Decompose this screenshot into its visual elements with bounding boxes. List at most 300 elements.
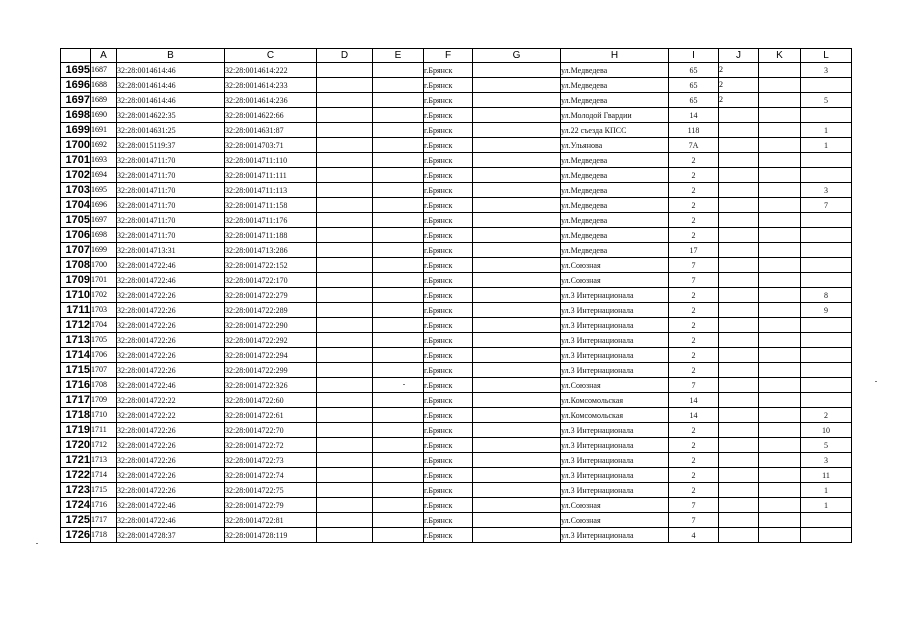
row-number: 1704 [61,198,91,213]
cell-j [719,498,759,513]
cell-j [719,453,759,468]
cell-d [317,378,373,393]
column-header-f: F [424,49,473,63]
cell-a: 1712 [91,438,117,453]
column-header-j: J [719,49,759,63]
cell-d [317,408,373,423]
cell-f: г.Брянск [424,198,473,213]
cell-b: 32:28:0014722:26 [117,333,225,348]
cell-a: 1718 [91,528,117,543]
table-row [61,303,852,318]
cell-l: 1 [801,138,852,153]
cell-b: 32:28:0014713:31 [117,243,225,258]
row-number: 1724 [61,498,91,513]
cell-l [801,528,852,543]
cell-a: 1716 [91,498,117,513]
cell-f: г.Брянск [424,408,473,423]
cell-k [759,393,801,408]
cell-f: г.Брянск [424,243,473,258]
scan-speck [875,381,877,382]
cell-a: 1704 [91,318,117,333]
cell-k [759,228,801,243]
cell-h: ул.Союзная [561,258,669,273]
cell-b: 32:28:0014711:70 [117,198,225,213]
row-number: 1715 [61,363,91,378]
row-number: 1711 [61,303,91,318]
cell-a: 1713 [91,453,117,468]
cell-i: 65 [669,78,719,93]
cell-e [373,333,424,348]
cell-c: 32:28:0014722:74 [225,468,317,483]
cell-b: 32:28:0014722:26 [117,318,225,333]
cell-a: 1710 [91,408,117,423]
cell-l: 5 [801,93,852,108]
cell-l [801,228,852,243]
cell-a: 1699 [91,243,117,258]
cell-d [317,423,373,438]
cell-h: ул.Медведева [561,243,669,258]
cell-a: 1692 [91,138,117,153]
cell-h: ул.3 Интернационала [561,303,669,318]
cell-g [473,63,561,78]
cell-e [373,108,424,123]
cell-h: ул.3 Интернационала [561,363,669,378]
cell-c: 32:28:0014722:75 [225,483,317,498]
cell-j [719,183,759,198]
cell-d [317,513,373,528]
corner-cell [61,49,91,63]
table-row [61,393,852,408]
cell-k [759,468,801,483]
cell-b: 32:28:0014614:46 [117,93,225,108]
cell-g [473,258,561,273]
cell-g [473,408,561,423]
cell-e [373,63,424,78]
cell-i: 14 [669,408,719,423]
cell-h: ул.3 Интернационала [561,333,669,348]
cell-b: 32:28:0014722:26 [117,363,225,378]
cell-l: 1 [801,483,852,498]
cell-d [317,498,373,513]
cell-c: 32:28:0014711:188 [225,228,317,243]
table-row [61,63,852,78]
table-row [61,108,852,123]
cell-e [373,408,424,423]
cell-h: ул.3 Интернационала [561,423,669,438]
cell-c: 32:28:0014722:292 [225,333,317,348]
cell-c: 32:28:0014722:289 [225,303,317,318]
cell-k [759,498,801,513]
cell-e [373,303,424,318]
cell-a: 1688 [91,78,117,93]
cell-f: г.Брянск [424,168,473,183]
cell-j [719,273,759,288]
cell-e [373,453,424,468]
cell-i: 2 [669,363,719,378]
cell-f: г.Брянск [424,483,473,498]
cell-l [801,393,852,408]
cell-l: 3 [801,183,852,198]
cell-j [719,288,759,303]
cell-f: г.Брянск [424,63,473,78]
cell-h: ул.Медведева [561,198,669,213]
row-number: 1716 [61,378,91,393]
cell-g [473,468,561,483]
cell-h: ул.3 Интернационала [561,318,669,333]
row-number: 1700 [61,138,91,153]
cell-j [719,363,759,378]
cell-i: 7А [669,138,719,153]
cell-i: 2 [669,468,719,483]
cell-b: 32:28:0014614:46 [117,78,225,93]
cell-f: г.Брянск [424,378,473,393]
cell-b: 32:28:0014711:70 [117,228,225,243]
cell-l: 10 [801,423,852,438]
table-row [61,513,852,528]
cell-c: 32:28:0014722:326 [225,378,317,393]
cell-g [473,348,561,363]
cell-a: 1696 [91,198,117,213]
cell-j [719,213,759,228]
cell-e [373,273,424,288]
cell-c: 32:28:0014722:79 [225,498,317,513]
cell-g [473,168,561,183]
table-row [61,378,852,393]
cell-k [759,93,801,108]
cell-j [719,423,759,438]
cell-i: 14 [669,393,719,408]
cell-i: 4 [669,528,719,543]
cell-a: 1717 [91,513,117,528]
cell-d [317,168,373,183]
table-row [61,258,852,273]
cell-i: 7 [669,273,719,288]
cell-k [759,168,801,183]
cell-h: ул.Молодой Гвардии [561,108,669,123]
cell-k [759,348,801,363]
cell-g [473,153,561,168]
cell-b: 32:28:0014631:25 [117,123,225,138]
cell-d [317,333,373,348]
cell-j: 2 [719,63,759,78]
cell-j [719,318,759,333]
cell-i: 2 [669,213,719,228]
table-row [61,228,852,243]
cell-d [317,138,373,153]
cell-d [317,468,373,483]
cell-b: 32:28:0014722:26 [117,453,225,468]
table-row [61,198,852,213]
cell-l [801,513,852,528]
cell-f: г.Брянск [424,228,473,243]
cell-c: 32:28:0014722:170 [225,273,317,288]
cell-h: ул.Союзная [561,273,669,288]
cell-d [317,453,373,468]
cell-j [719,438,759,453]
cell-g [473,498,561,513]
row-number: 1709 [61,273,91,288]
cell-l: 8 [801,288,852,303]
cell-g [473,378,561,393]
cell-e [373,93,424,108]
cell-f: г.Брянск [424,528,473,543]
cell-j [719,378,759,393]
cell-b: 32:28:0014722:26 [117,468,225,483]
cell-b: 32:28:0014722:26 [117,423,225,438]
cell-c: 32:28:0014631:87 [225,123,317,138]
cell-c: 32:28:0014722:81 [225,513,317,528]
cell-j [719,468,759,483]
cell-c: 32:28:0014614:233 [225,78,317,93]
table-row [61,213,852,228]
column-header-i: I [669,49,719,63]
cell-l [801,108,852,123]
cell-g [473,423,561,438]
cell-b: 32:28:0015119:37 [117,138,225,153]
cell-c: 32:28:0014722:299 [225,363,317,378]
column-header-e: E [373,49,424,63]
cell-f: г.Брянск [424,393,473,408]
cell-a: 1693 [91,153,117,168]
cell-e [373,378,424,393]
cell-e [373,243,424,258]
cell-g [473,93,561,108]
cell-l [801,378,852,393]
table-row [61,78,852,93]
cell-a: 1694 [91,168,117,183]
cell-f: г.Брянск [424,288,473,303]
cell-f: г.Брянск [424,348,473,363]
cell-e [373,288,424,303]
cell-a: 1695 [91,183,117,198]
cell-c: 32:28:0014722:290 [225,318,317,333]
row-number: 1723 [61,483,91,498]
cell-g [473,228,561,243]
cell-k [759,303,801,318]
cell-d [317,438,373,453]
cell-e [373,363,424,378]
cell-e [373,228,424,243]
cell-l: 7 [801,198,852,213]
cell-d [317,108,373,123]
table-row [61,273,852,288]
row-number: 1706 [61,228,91,243]
cell-i: 2 [669,423,719,438]
row-number: 1697 [61,93,91,108]
cell-c: 32:28:0014711:158 [225,198,317,213]
cell-d [317,93,373,108]
cell-f: г.Брянск [424,498,473,513]
cell-i: 2 [669,183,719,198]
cell-j [719,513,759,528]
cell-e [373,168,424,183]
table-row [61,183,852,198]
row-number: 1722 [61,468,91,483]
cell-f: г.Брянск [424,273,473,288]
cell-i: 2 [669,333,719,348]
cell-k [759,333,801,348]
cell-g [473,513,561,528]
row-number: 1725 [61,513,91,528]
table-row [61,318,852,333]
row-number: 1726 [61,528,91,543]
cell-k [759,63,801,78]
cell-f: г.Брянск [424,123,473,138]
cell-f: г.Брянск [424,318,473,333]
cell-h: ул.Комсомольская [561,393,669,408]
cell-d [317,228,373,243]
cell-f: г.Брянск [424,468,473,483]
cell-a: 1709 [91,393,117,408]
cell-b: 32:28:0014728:37 [117,528,225,543]
cell-i: 2 [669,318,719,333]
cell-l [801,348,852,363]
cell-e [373,498,424,513]
cell-d [317,483,373,498]
cell-g [473,303,561,318]
cell-i: 7 [669,378,719,393]
cell-i: 118 [669,123,719,138]
table-row [61,168,852,183]
cell-l: 1 [801,123,852,138]
cell-b: 32:28:0014722:46 [117,498,225,513]
cell-c: 32:28:0014722:279 [225,288,317,303]
column-header-a: A [91,49,117,63]
cell-h: ул.3 Интернационала [561,468,669,483]
cell-g [473,273,561,288]
cell-a: 1691 [91,123,117,138]
cell-g [473,243,561,258]
cell-l [801,273,852,288]
cell-d [317,243,373,258]
row-number: 1713 [61,333,91,348]
cell-l [801,243,852,258]
cell-e [373,123,424,138]
cell-k [759,438,801,453]
cell-e [373,483,424,498]
cell-d [317,123,373,138]
table-row [61,498,852,513]
cell-k [759,453,801,468]
cell-g [473,363,561,378]
cell-c: 32:28:0014722:70 [225,423,317,438]
cell-a: 1697 [91,213,117,228]
row-number: 1707 [61,243,91,258]
cell-h: ул.Медведева [561,183,669,198]
cell-d [317,528,373,543]
cell-a: 1707 [91,363,117,378]
cell-l [801,363,852,378]
cell-k [759,123,801,138]
cell-c: 32:28:0014722:152 [225,258,317,273]
cell-l: 1 [801,498,852,513]
cell-j [719,393,759,408]
cell-d [317,63,373,78]
row-number: 1698 [61,108,91,123]
cell-i: 2 [669,303,719,318]
cell-k [759,108,801,123]
cell-j [719,333,759,348]
row-number: 1712 [61,318,91,333]
cell-d [317,78,373,93]
cell-k [759,528,801,543]
row-number: 1699 [61,123,91,138]
cell-j [719,348,759,363]
cell-f: г.Брянск [424,108,473,123]
cell-l: 11 [801,468,852,483]
cell-f: г.Брянск [424,423,473,438]
cell-b: 32:28:0014711:70 [117,213,225,228]
table-row [61,288,852,303]
cell-c: 32:28:0014722:72 [225,438,317,453]
cell-h: ул.3 Интернационала [561,288,669,303]
cell-c: 32:28:0014722:294 [225,348,317,363]
cell-k [759,318,801,333]
cell-d [317,213,373,228]
cell-i: 65 [669,63,719,78]
cell-l: 5 [801,438,852,453]
cell-c: 32:28:0014622:66 [225,108,317,123]
column-header-b: B [117,49,225,63]
cell-f: г.Брянск [424,93,473,108]
cell-h: ул.Союзная [561,513,669,528]
cell-j [719,243,759,258]
cell-h: ул.Союзная [561,378,669,393]
table-row [61,528,852,543]
table-row [61,153,852,168]
cell-g [473,318,561,333]
cell-g [473,333,561,348]
cell-e [373,513,424,528]
cell-k [759,138,801,153]
cell-i: 2 [669,198,719,213]
table-row [61,123,852,138]
cell-i: 2 [669,453,719,468]
scan-speck [36,543,38,544]
table-row [61,423,852,438]
cell-l [801,333,852,348]
cell-c: 32:28:0014711:110 [225,153,317,168]
cell-f: г.Брянск [424,258,473,273]
scan-speck [403,384,405,385]
cell-g [473,528,561,543]
row-number: 1710 [61,288,91,303]
cell-b: 32:28:0014722:22 [117,393,225,408]
cell-d [317,198,373,213]
cell-l: 3 [801,453,852,468]
cell-b: 32:28:0014722:46 [117,273,225,288]
cell-i: 2 [669,153,719,168]
cell-i: 17 [669,243,719,258]
row-number: 1701 [61,153,91,168]
cell-h: ул.Комсомольская [561,408,669,423]
cell-c: 32:28:0014703:71 [225,138,317,153]
cell-i: 2 [669,228,719,243]
cell-e [373,153,424,168]
cell-k [759,288,801,303]
cell-g [473,198,561,213]
table-row [61,453,852,468]
cell-i: 2 [669,288,719,303]
cell-d [317,288,373,303]
cell-b: 32:28:0014722:26 [117,438,225,453]
cell-g [473,138,561,153]
cell-g [473,183,561,198]
cell-j [719,123,759,138]
cell-a: 1711 [91,423,117,438]
cell-k [759,153,801,168]
cell-e [373,438,424,453]
